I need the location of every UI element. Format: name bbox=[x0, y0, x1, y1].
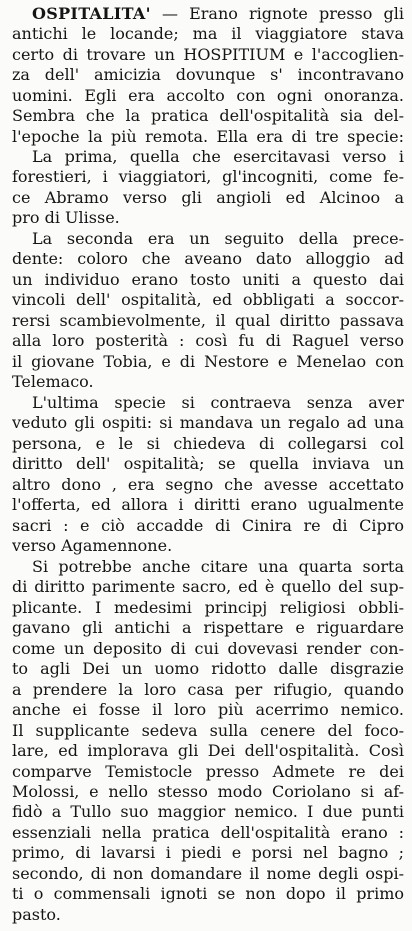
text-line: gavano gli antichi a rispettare e riguardare bbox=[12, 618, 404, 638]
text-line: a prendere la loro casa per rifugio, quando bbox=[12, 679, 404, 699]
text-line: pasto. bbox=[12, 904, 61, 924]
entry-heading: OSPITALITA' bbox=[32, 4, 151, 23]
text-line: fidò a Tullo suo maggior nemico. I due punti bbox=[12, 802, 404, 822]
text-line: altro dono , era segno che avesse accettato bbox=[12, 474, 404, 494]
text-line: Sembra che la pratica dell'ospitalità sia del- bbox=[12, 106, 404, 126]
heading-continuation: — Erano rignote presso gli bbox=[161, 4, 404, 23]
text-line: di diritto parimente sacro, ed è quello del sup- bbox=[12, 577, 404, 597]
paragraph-last-species bbox=[12, 393, 404, 557]
text-line: come un deposito di cui dovevasi render con- bbox=[12, 638, 404, 658]
text-line: pro di Ulisse. bbox=[12, 208, 120, 228]
paragraph-second-species bbox=[12, 229, 404, 393]
text-line bbox=[12, 4, 404, 24]
text-line: verso Agamennone. bbox=[12, 536, 173, 556]
text-line: za dell' amicizia dovunque s' incontravano bbox=[12, 65, 404, 85]
text-line: La seconda era un seguito della prece- bbox=[32, 229, 404, 248]
text-line: diritto dell' ospitalità; se quella inviava un bbox=[12, 454, 404, 474]
text-line: l'offerta, ed allora i diritti erano ugualmente bbox=[12, 495, 404, 515]
text-line: essenziali nella pratica dell'ospitalità erano : bbox=[12, 822, 404, 842]
text-line: rersi scambievolmente, il qual diritto passava bbox=[12, 310, 404, 330]
text-line: l'epoche la più remota. Ella era di tre specie: bbox=[12, 126, 404, 146]
text-line: un individuo erano tosto uniti a questo dai bbox=[12, 269, 404, 289]
text-line: Si potrebbe anche citare una quarta sorta bbox=[32, 557, 404, 576]
text-line: to agli Dei un uomo ridotto dalle disgrazie bbox=[12, 659, 404, 679]
text-line: La prima, quella che esercitavasi verso i bbox=[32, 147, 404, 166]
text-line: ce Abramo verso gli angioli ed Alcinoo a bbox=[12, 187, 404, 207]
paragraph-fourth-species bbox=[12, 557, 404, 925]
text-line: secondo, di non domandare il nome degli ospi- bbox=[12, 863, 404, 883]
text-line: vincoli dell' ospitalità, ed obbligati a soccor- bbox=[12, 290, 404, 310]
text-line: Molossi, e nello stesso modo Coriolano si af- bbox=[12, 781, 404, 801]
text-line: Il supplicante sedeva sulla cenere del foco- bbox=[12, 720, 404, 740]
text-line: persona, e le si chiedeva di collegarsi col bbox=[12, 433, 404, 453]
text-line: anche ei fosse il loro più acerrimo nemico. bbox=[12, 700, 404, 720]
text-line: veduto gli ospiti: si mandava un regalo ad una bbox=[12, 413, 404, 433]
text-line: sacri : e ciò accadde di Cinira re di Cipro bbox=[12, 515, 404, 535]
text-line: lare, ed implorava gli Dei dell'ospitalità. Così bbox=[12, 741, 404, 761]
text-line: comparve Temistocle presso Admete re dei bbox=[12, 761, 404, 781]
text-line: certo di trovare un HOSPITIUM e l'accoglien- bbox=[12, 44, 404, 64]
text-line: Telemaco. bbox=[12, 372, 94, 392]
text-line: plicante. I medesimi principj religiosi obbli- bbox=[12, 597, 404, 617]
text-line: il giovane Tobia, e di Nestore e Menelao con bbox=[12, 351, 404, 371]
text-line: uomini. Egli era accolto con ogni onoranza. bbox=[12, 85, 404, 105]
text-line: primo, di lavarsi i piedi e porsi nel bagno ; bbox=[12, 843, 404, 863]
text-line: L'ultima specie si contraeva senza aver bbox=[32, 393, 404, 412]
text-line: antichi le locande; ma il viaggiatore stava bbox=[12, 24, 404, 44]
paragraph-first-species bbox=[12, 147, 404, 229]
paragraph-intro bbox=[12, 4, 404, 147]
text-line: ti o commensali ignoti se non dopo il primo bbox=[12, 884, 404, 904]
text-line: forestieri, i viaggiatori, gl'incogniti, come fe- bbox=[12, 167, 404, 187]
text-line: dente: coloro che aveano dato alloggio ad bbox=[12, 249, 404, 269]
text-line: alla loro posterità : così fu di Raguel verso bbox=[12, 331, 404, 351]
